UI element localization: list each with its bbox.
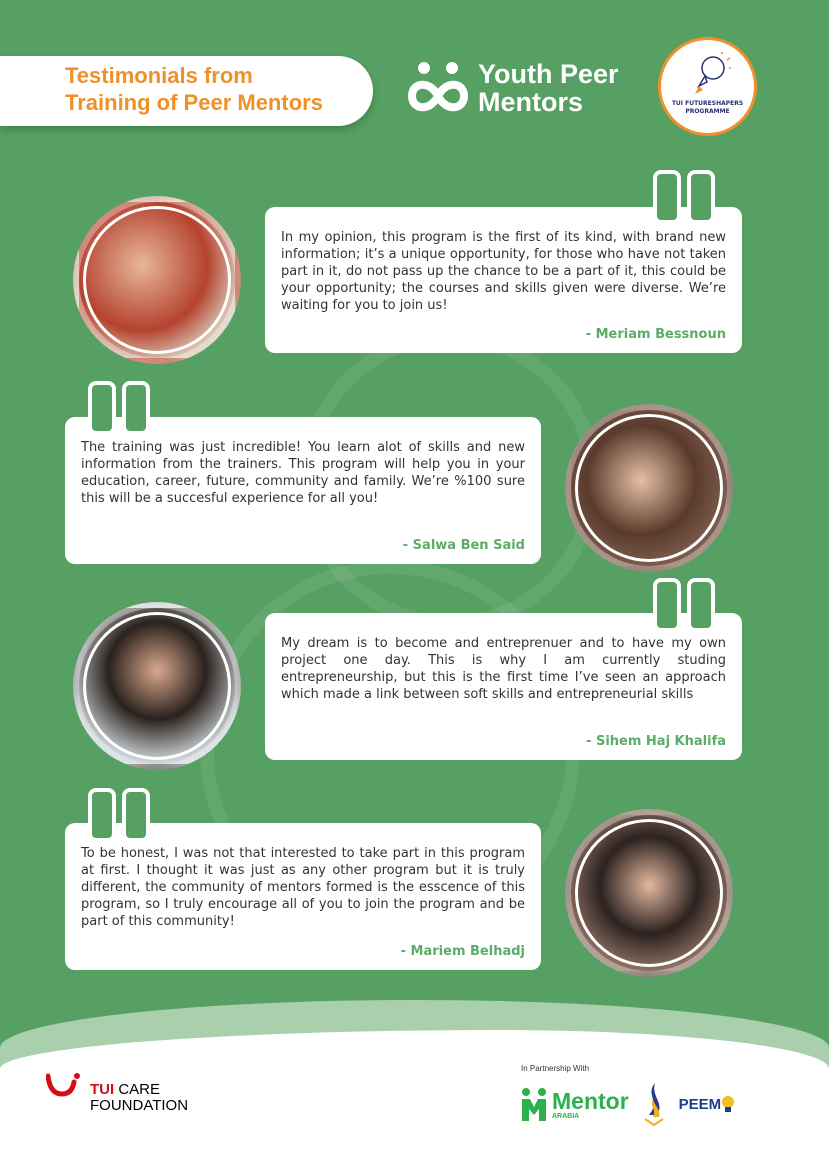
testimonial-card	[265, 613, 742, 760]
quote-icon	[653, 578, 715, 632]
quote-icon	[88, 381, 150, 435]
badge-text: PROGRAMME	[685, 108, 730, 115]
testimonial-photo	[565, 404, 733, 572]
flame-emblem-icon	[641, 1081, 667, 1127]
tui-care-foundation-logo	[46, 1072, 188, 1114]
badge-text: TUI FUTURESHAPERS	[671, 100, 744, 107]
testimonial-author: - Salwa Ben Said	[402, 538, 525, 553]
testimonial-photo	[73, 196, 241, 364]
mentor-text: Mentor	[552, 1087, 629, 1114]
title-line: Testimonials from	[65, 63, 253, 88]
testimonial-author: - Mariem Belhadj	[400, 944, 525, 959]
tui-smile-icon	[46, 1072, 82, 1098]
partnership-label: In Partnership With	[521, 1064, 590, 1073]
testimonial-text: To be honest, I was not that interested to take part in this program at first. I thought it was just as any other program but it is truly different, the community of mentors formed is the esscence of this program, so I truly encourage all of you to join the program and be part of this community!	[81, 846, 525, 929]
testimonial-author: - Meriam Bessnoun	[585, 327, 726, 342]
brand-line: Youth Peer	[478, 59, 619, 89]
youth-peer-mentors-logo	[408, 58, 619, 118]
peem-logo	[679, 1095, 736, 1113]
testimonial-photo	[73, 602, 241, 770]
testimonial-photo	[565, 809, 733, 977]
testimonial-card	[265, 207, 742, 353]
lightbulb-rocket-icon	[691, 52, 731, 97]
testimonial-text: My dream is to become and entreprenuer and to have my own project one day. This is why I am currently studing entrepreneurship, but this is the first time I’ve seen an approach which made a link between soft skills and entrepreneurial skills	[281, 636, 726, 702]
testimonial-card	[65, 823, 541, 970]
futureshapers-badge	[658, 37, 757, 136]
page-title	[0, 56, 373, 126]
peem-text: PEEM	[678, 1095, 722, 1113]
lightbulb-icon	[721, 1095, 735, 1113]
testimonial-author: - Sihem Haj Khalifa	[586, 734, 726, 749]
partnership-section	[521, 1064, 735, 1127]
testimonial-text: In my opinion, this program is the first of its kind, with brand new information; it’s a unique opportunity, for those who have not taken part in it, do not pass up the chance to be a part of it, this could be your opportunity; the courses and skills given were diverse. We’re waiting for you to join us!	[281, 230, 726, 313]
tui-text: TUI	[90, 1081, 115, 1098]
testimonial-card	[65, 417, 541, 564]
testimonial-text: The training was just incredible! You learn alot of skills and new information from the trainers. This program will help you in your education, career, future, community and family. We’re %100 sure this will be a succesful experience for all you!	[81, 440, 525, 506]
care-text: CARE	[118, 1081, 161, 1098]
brand-line: Mentors	[478, 87, 584, 117]
quote-icon	[88, 788, 150, 842]
mentor-sub-text: ARABIA	[552, 1112, 580, 1120]
title-line: Training of Peer Mentors	[65, 90, 323, 115]
mentor-people-icon	[521, 1087, 547, 1121]
foundation-text: FOUNDATION	[90, 1097, 189, 1114]
infinity-people-icon	[408, 58, 468, 118]
quote-icon	[653, 170, 715, 224]
mentor-arabia-logo	[521, 1087, 629, 1121]
